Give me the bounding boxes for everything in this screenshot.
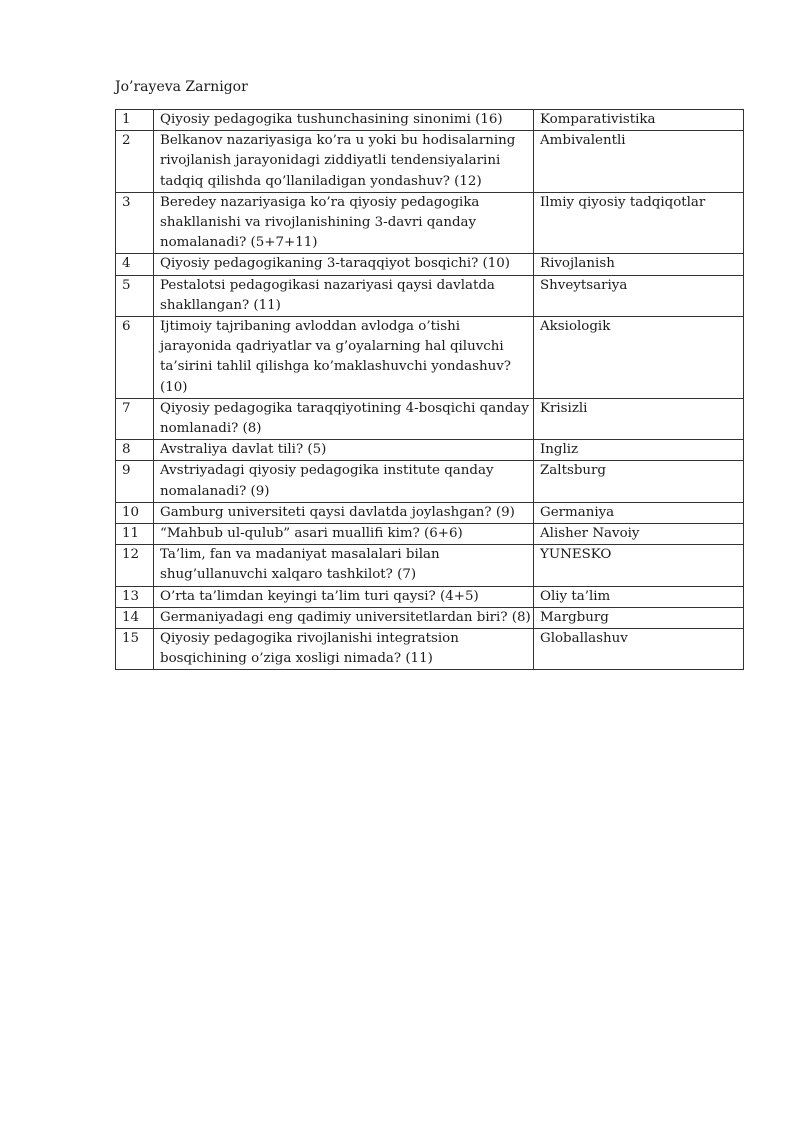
row-number: 7 bbox=[116, 398, 154, 439]
table-row bbox=[116, 502, 744, 523]
question-cell: Ta’lim, fan va madaniyat masalalari bilan shug’ullanuvchi xalqaro tashkilot? (7) bbox=[154, 545, 534, 586]
row-number: 1 bbox=[116, 110, 154, 131]
table-row bbox=[116, 398, 744, 439]
answer-cell: Globallashuv bbox=[534, 629, 744, 670]
row-number: 6 bbox=[116, 317, 154, 399]
question-cell: Gamburg universiteti qaysi davlatda joylashgan? (9) bbox=[154, 502, 534, 523]
row-number: 12 bbox=[116, 545, 154, 586]
answer-cell: Margburg bbox=[534, 607, 744, 628]
row-number: 10 bbox=[116, 502, 154, 523]
answer-cell: YUNESKO bbox=[534, 545, 744, 586]
question-cell: Pestalotsi pedagogikasi nazariyasi qaysi davlatda shakllangan? (11) bbox=[154, 275, 534, 316]
question-cell: Avstriyadagi qiyosiy pedagogika institute qanday nomalanadi? (9) bbox=[154, 461, 534, 502]
row-number: 2 bbox=[116, 131, 154, 193]
answer-cell: Rivojlanish bbox=[534, 254, 744, 275]
row-number: 14 bbox=[116, 607, 154, 628]
table-row bbox=[116, 607, 744, 628]
question-cell: Qiyosiy pedagogika taraqqiyotining 4-bosqichi qanday nomlanadi? (8) bbox=[154, 398, 534, 439]
answer-cell: Aksiologik bbox=[534, 317, 744, 399]
table-row bbox=[116, 275, 744, 316]
table-row bbox=[116, 192, 744, 254]
question-cell: Qiyosiy pedagogika rivojlanishi integratsion bosqichining o’ziga xosligi nimada? (11) bbox=[154, 629, 534, 670]
answer-cell: Ilmiy qiyosiy tadqiqotlar bbox=[534, 192, 744, 254]
table-row bbox=[116, 586, 744, 607]
answer-cell: Ingliz bbox=[534, 440, 744, 461]
question-cell: O’rta ta’limdan keyingi ta’lim turi qaysi? (4+5) bbox=[154, 586, 534, 607]
question-cell: Germaniyadagi eng qadimiy universitetlardan biri? (8) bbox=[154, 607, 534, 628]
table-row bbox=[116, 254, 744, 275]
answer-cell: Zaltsburg bbox=[534, 461, 744, 502]
question-cell: Qiyosiy pedagogika tushunchasining sinonimi (16) bbox=[154, 110, 534, 131]
row-number: 5 bbox=[116, 275, 154, 316]
answer-cell: Shveytsariya bbox=[534, 275, 744, 316]
table-row bbox=[116, 131, 744, 193]
row-number: 13 bbox=[116, 586, 154, 607]
table-row bbox=[116, 317, 744, 399]
answer-cell: Oliy ta’lim bbox=[534, 586, 744, 607]
question-cell: Avstraliya davlat tili? (5) bbox=[154, 440, 534, 461]
row-number: 11 bbox=[116, 524, 154, 545]
question-cell: Ijtimoiy tajribaning avloddan avlodga o’tishi jarayonida qadriyatlar va g’oyalarning hal qiluvchi ta’sirini tahlil qilishga ko’maklashuvchi yondashuv? (10) bbox=[154, 317, 534, 399]
question-cell: Qiyosiy pedagogikaning 3-taraqqiyot bosqichi? (10) bbox=[154, 254, 534, 275]
table-row bbox=[116, 461, 744, 502]
row-number: 15 bbox=[116, 629, 154, 670]
table-row bbox=[116, 629, 744, 670]
table-row bbox=[116, 110, 744, 131]
row-number: 9 bbox=[116, 461, 154, 502]
quiz-table bbox=[115, 109, 744, 670]
table-row bbox=[116, 440, 744, 461]
row-number: 3 bbox=[116, 192, 154, 254]
answer-cell: Germaniya bbox=[534, 502, 744, 523]
answer-cell: Alisher Navoiy bbox=[534, 524, 744, 545]
table-row bbox=[116, 524, 744, 545]
table-row bbox=[116, 545, 744, 586]
row-number: 8 bbox=[116, 440, 154, 461]
row-number: 4 bbox=[116, 254, 154, 275]
question-cell: “Mahbub ul-qulub” asari muallifi kim? (6+6) bbox=[154, 524, 534, 545]
answer-cell: Krisizli bbox=[534, 398, 744, 439]
answer-cell: Ambivalentli bbox=[534, 131, 744, 193]
author-name: Jo’rayeva Zarnigor bbox=[115, 79, 248, 95]
question-cell: Beredey nazariyasiga ko’ra qiyosiy pedagogika shakllanishi va rivojlanishining 3-davri qanday nomalanadi? (5+7+11) bbox=[154, 192, 534, 254]
question-cell: Belkanov nazariyasiga ko’ra u yoki bu hodisalarning rivojlanish jarayonidagi ziddiyatli tendensiyalarini tadqiq qilishda qo’llaniladigan yondashuv? (12) bbox=[154, 131, 534, 193]
answer-cell: Komparativistika bbox=[534, 110, 744, 131]
